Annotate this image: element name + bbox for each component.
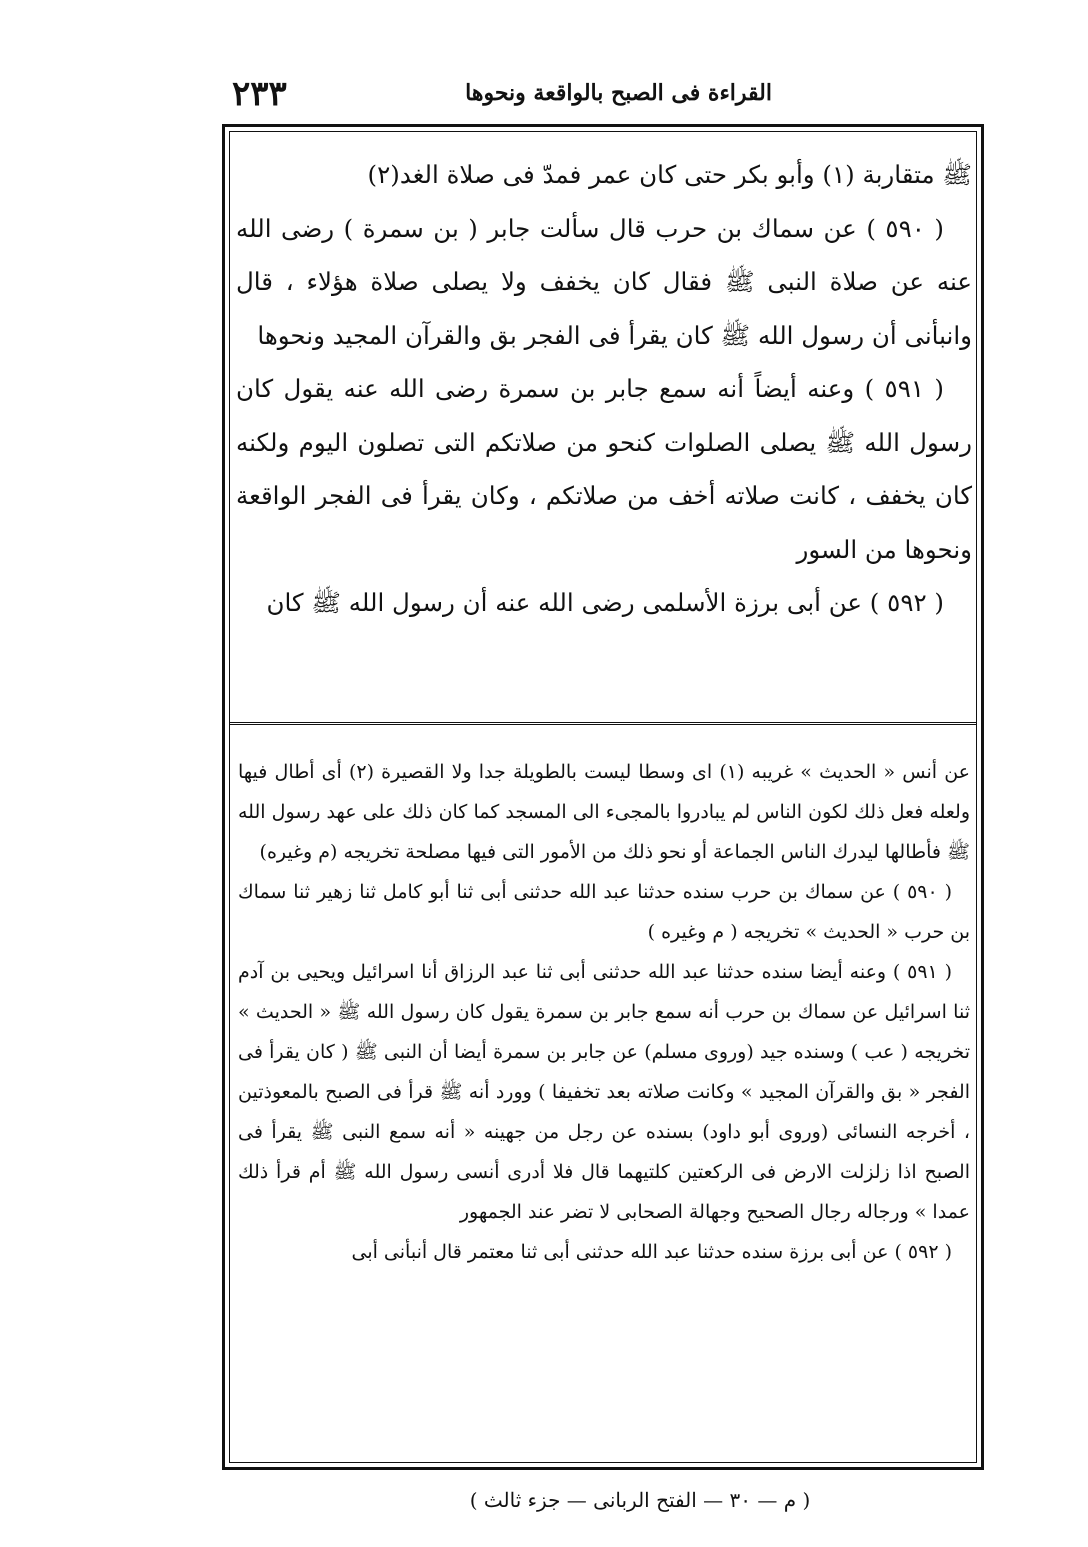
main-hadith-text — [236, 148, 972, 708]
commentary-notes — [238, 752, 970, 1452]
page-footer: ( م — ٣٠ — الفتح الربانى — جزء ثالث ) — [469, 1488, 811, 1512]
footnote-separator — [229, 722, 977, 725]
main-line: ﷺ متقاربة (١) وأبو بكر حتى كان عمر فمدّ فى صلاة الغد(٢) — [367, 160, 972, 189]
hadith-590: ( ٥٩٠ ) عن سماك بن حرب قال سألت جابر ( بن سمرة ) رضى الله عنه عن صلاة النبى ﷺ فقال كان يخفف ولا يصلى صلاة هؤلاء ، قال وانبأنى أن رسول الله ﷺ كان يقرأ فى الفجر بق والقرآن المجيد ونحوها — [236, 213, 972, 350]
note-592: ( ٥٩٢ ) عن أبى برزة سنده حدثنا عبد الله حدثنى أبى ثنا معتمر قال أنبأنى أبى — [351, 1241, 952, 1263]
running-title: القراءة فى الصبح بالواقعة ونحوها — [465, 80, 772, 106]
hadith-591: ( ٥٩١ ) وعنه أيضاً أنه سمع جابر بن سمرة رضى الله عنه يقول كان رسول الله ﷺ يصلى الصلوات كنحو من صلاتكم التى تصلون اليوم ولكنه كان يخفف ، كانت صلاته أخف من صلاتكم ، وكان يقرأ فى الفجر الواقعة ونحوها من السور — [236, 374, 972, 564]
note-591: ( ٥٩١ ) وعنه أيضا سنده حدثنا عبد الله حدثنى أبى ثنا عبد الرزاق أنا اسرائيل ويحيى بن آدم ثنا اسرائيل عن سماك بن حرب أنه سمع جابر بن سمرة يقول كان رسول الله ﷺ « الحديث » تخريجه ( عب ) وسنده جيد (وروى مسلم) عن جابر بن سمرة أيضا أن النبى ﷺ ( كان يقرأ فى الفجر « بق والقرآن المجيد » وكانت صلاته بعد تخفيفا ) وورد أنه ﷺ قرأ فى الصبح بالمعوذتين ، أخرجه النسائى (وروى أبو داود) بسنده عن رجل من جهينه « أنه سمع النبى ﷺ يقرأ فى الصبح اذا زلزلت الارض فى الركعتين كلتيهما قال فلا أدرى أنسى رسول الله ﷺ أم قرأ ذلك عمدا » ورجاله رجال الصحيح وجهالة الصحابى لا تضر عند الجمهور — [238, 961, 970, 1223]
note-590: ( ٥٩٠ ) عن سماك بن حرب سنده حدثنا عبد الله حدثنى أبى ثنا أبو كامل ثنا زهير ثنا سماك بن حرب « الحديث » تخريجه ( م وغيره ) — [238, 881, 970, 943]
hadith-592: ( ٥٩٢ ) عن أبى برزة الأسلمى رضى الله عنه أن رسول الله ﷺ كان — [266, 588, 944, 617]
page-header — [232, 74, 772, 124]
note-paragraph: عن أنس « الحديث » غريبه (١) اى وسطا ليست بالطويلة جدا ولا القصيرة (٢) أى أطال فيها ولعله فعل ذلك لكون الناس لم يبادروا بالمجىء الى المسجد كما كان ذلك على عهد رسول الله ﷺ فأطالها ليدرك الناس الجماعة أو نحو ذلك من الأمور التى فيها مصلحة تخريجه (م وغيره) — [238, 761, 970, 863]
page-number: ٢٣٣ — [232, 74, 287, 114]
